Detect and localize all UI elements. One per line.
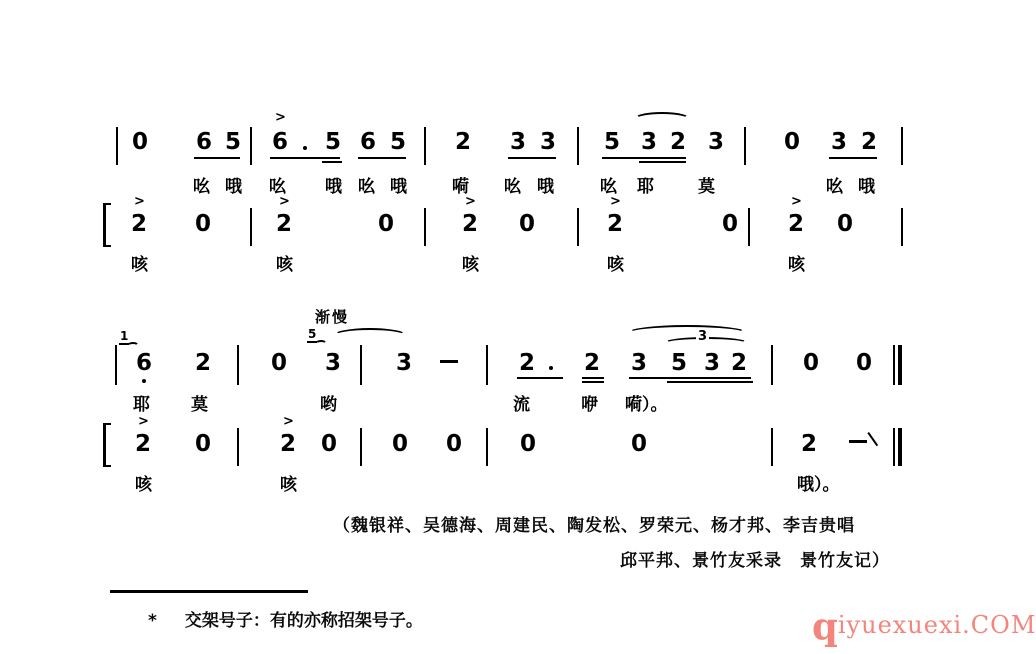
lyric-syllable: 咳 <box>131 255 148 275</box>
beam-underline <box>270 157 340 159</box>
barline <box>744 127 746 165</box>
note-digit: 6 <box>196 129 213 155</box>
barline <box>748 208 750 246</box>
augmentation-dot <box>549 366 553 370</box>
beam-underline <box>582 381 604 383</box>
note-digit: 3 <box>540 129 557 155</box>
slur-arc <box>127 342 139 349</box>
note-digit: 0 <box>520 431 537 457</box>
note-digit: 2 <box>584 350 601 376</box>
barline <box>424 127 426 165</box>
accent-mark: > <box>138 414 149 429</box>
note-digit: 3 <box>831 129 848 155</box>
beam-underline <box>582 377 604 379</box>
note-digit: 3 <box>396 350 413 376</box>
note-digit: 5 <box>390 129 407 155</box>
footnote-marker: * <box>148 611 157 631</box>
voice-bracket <box>103 203 111 247</box>
lyric-syllable: 吆 <box>193 177 210 197</box>
note-digit: 0 <box>631 431 648 457</box>
lyric-syllable: 咳 <box>135 475 152 495</box>
note-digit: 6 <box>360 129 377 155</box>
note-digit: 6 <box>272 129 289 155</box>
lyric-syllable: 哟 <box>320 395 337 415</box>
lyric-syllable: 咿 <box>581 395 598 415</box>
slur-arc <box>333 328 407 343</box>
note-digit: 3 <box>704 350 721 376</box>
barline <box>893 428 895 466</box>
beam-underline <box>629 377 751 379</box>
barline <box>237 345 239 385</box>
barline <box>115 345 117 385</box>
note-digit: 2 <box>462 211 479 237</box>
grace-note: 1 <box>120 329 129 343</box>
barline <box>893 345 895 385</box>
note-digit: 2 <box>131 211 148 237</box>
lyric-syllable: 流 <box>513 395 530 415</box>
final-barline <box>898 345 902 385</box>
accent-mark: > <box>610 194 621 209</box>
note-digit: 3 <box>631 350 648 376</box>
note-digit: 6 <box>136 350 153 376</box>
note-digit: 5 <box>604 129 621 155</box>
note-digit: 2 <box>801 431 818 457</box>
note-digit: 0 <box>392 431 409 457</box>
barline <box>771 428 773 466</box>
note-digit: 0 <box>803 350 820 376</box>
footnote-divider <box>110 590 308 593</box>
beam-underline <box>322 161 342 163</box>
barline <box>116 127 118 165</box>
final-barline <box>898 428 902 466</box>
note-digit: 0 <box>519 211 536 237</box>
note-digit: 0 <box>132 129 149 155</box>
lyric-syllable: 哦 <box>390 177 407 197</box>
note-digit: 2 <box>455 129 472 155</box>
note-digit: 2 <box>607 211 624 237</box>
downward-slide-mark <box>867 432 878 446</box>
note-digit: 2 <box>788 211 805 237</box>
note-digit: 2 <box>280 431 297 457</box>
watermark <box>812 604 1036 648</box>
beam-underline <box>358 157 406 159</box>
accent-mark: > <box>465 194 476 209</box>
note-digit: 2 <box>670 129 687 155</box>
voice-bracket <box>103 423 111 467</box>
barline <box>486 345 488 385</box>
lyric-syllable: 吆 <box>826 177 843 197</box>
lyric-syllable: 哦 <box>325 177 342 197</box>
beam-underline <box>829 157 877 159</box>
beam-underline <box>639 161 686 163</box>
lyric-syllable: 哦 <box>858 177 875 197</box>
note-digit: 0 <box>446 431 463 457</box>
note-digit: 0 <box>837 211 854 237</box>
lyric-syllable: 莫 <box>191 395 208 415</box>
note-digit: 5 <box>325 129 342 155</box>
lyric-syllable: 吆 <box>358 177 375 197</box>
lyric-syllable: 咳 <box>280 475 297 495</box>
lyric-syllable: 哦）。 <box>797 475 840 495</box>
barline <box>901 208 903 246</box>
footnote-text: 交架号子：有的亦称招架号子。 <box>184 611 423 631</box>
lyric-syllable: 莫 <box>698 177 715 197</box>
note-digit: 0 <box>195 211 212 237</box>
beam-underline <box>602 157 686 159</box>
footnote <box>148 606 423 631</box>
note-digit: 3 <box>325 350 342 376</box>
slur-arc <box>634 112 690 126</box>
triplet-number: 3 <box>698 329 708 344</box>
note-digit: 0 <box>722 211 739 237</box>
accent-mark: > <box>134 194 145 209</box>
duration-dash <box>849 440 867 443</box>
accent-mark: > <box>275 110 286 125</box>
barline <box>486 428 488 466</box>
augmentation-dot <box>303 146 307 150</box>
note-digit: 5 <box>671 350 688 376</box>
accent-mark: > <box>791 194 802 209</box>
note-digit: 0 <box>271 350 288 376</box>
barline <box>237 428 239 466</box>
barline <box>771 345 773 385</box>
note-digit: 3 <box>641 129 658 155</box>
note-digit: 2 <box>135 431 152 457</box>
lyric-syllable: 耶 <box>133 395 150 415</box>
note-digit: 3 <box>708 129 725 155</box>
watermark-text: iyuexuexi.COM <box>837 611 1036 639</box>
credits-singers: （魏银祥、吴德海、周建民、陶发松、罗荣元、杨才邦、李吉贵唱 <box>333 516 855 536</box>
barline <box>577 208 579 246</box>
barline <box>250 127 252 165</box>
barline <box>250 208 252 246</box>
note-digit: 2 <box>276 211 293 237</box>
lyric-syllable: 耶 <box>637 177 654 197</box>
barline <box>577 127 579 165</box>
lyric-syllable: 吆 <box>600 177 617 197</box>
note-digit: 2 <box>731 350 748 376</box>
barline <box>901 127 903 165</box>
barline <box>360 428 362 466</box>
lyric-syllable: 吆 <box>504 177 521 197</box>
note-digit: 0 <box>321 431 338 457</box>
note-digit: 2 <box>519 350 536 376</box>
lyric-syllable: 嗬）。 <box>625 395 668 415</box>
lyric-syllable: 咳 <box>462 255 479 275</box>
barline <box>424 208 426 246</box>
lyric-syllable: 哦 <box>537 177 554 197</box>
lyric-syllable: 嗬 <box>452 177 469 197</box>
beam-underline <box>508 157 556 159</box>
lyric-syllable: 咳 <box>276 255 293 275</box>
accent-mark: > <box>283 414 294 429</box>
note-digit: 0 <box>378 211 395 237</box>
beam-underline <box>517 377 563 379</box>
note-digit: 3 <box>510 129 527 155</box>
note-digit: 5 <box>225 129 242 155</box>
credits-collectors: 邱平邦、景竹友采录 景竹友记） <box>620 551 890 571</box>
lyric-syllable: 咳 <box>607 255 624 275</box>
note-digit: 0 <box>856 350 873 376</box>
note-digit: 0 <box>195 431 212 457</box>
lyric-syllable: 吆 <box>269 177 286 197</box>
duration-dash <box>440 360 458 363</box>
lyric-syllable: 咳 <box>788 255 805 275</box>
note-digit: 2 <box>195 350 212 376</box>
beam-underline <box>667 381 753 383</box>
watermark-initial: q <box>812 604 838 648</box>
note-digit: 0 <box>784 129 801 155</box>
accent-mark: > <box>279 194 290 209</box>
barline <box>360 345 362 385</box>
low-octave-dot <box>142 379 146 383</box>
lyric-syllable: 哦 <box>225 177 242 197</box>
note-digit: 2 <box>861 129 878 155</box>
beam-underline <box>194 157 240 159</box>
grace-note: 5 <box>308 327 317 341</box>
tempo-annotation: 渐慢 <box>315 308 350 326</box>
slur-arc <box>315 340 327 347</box>
